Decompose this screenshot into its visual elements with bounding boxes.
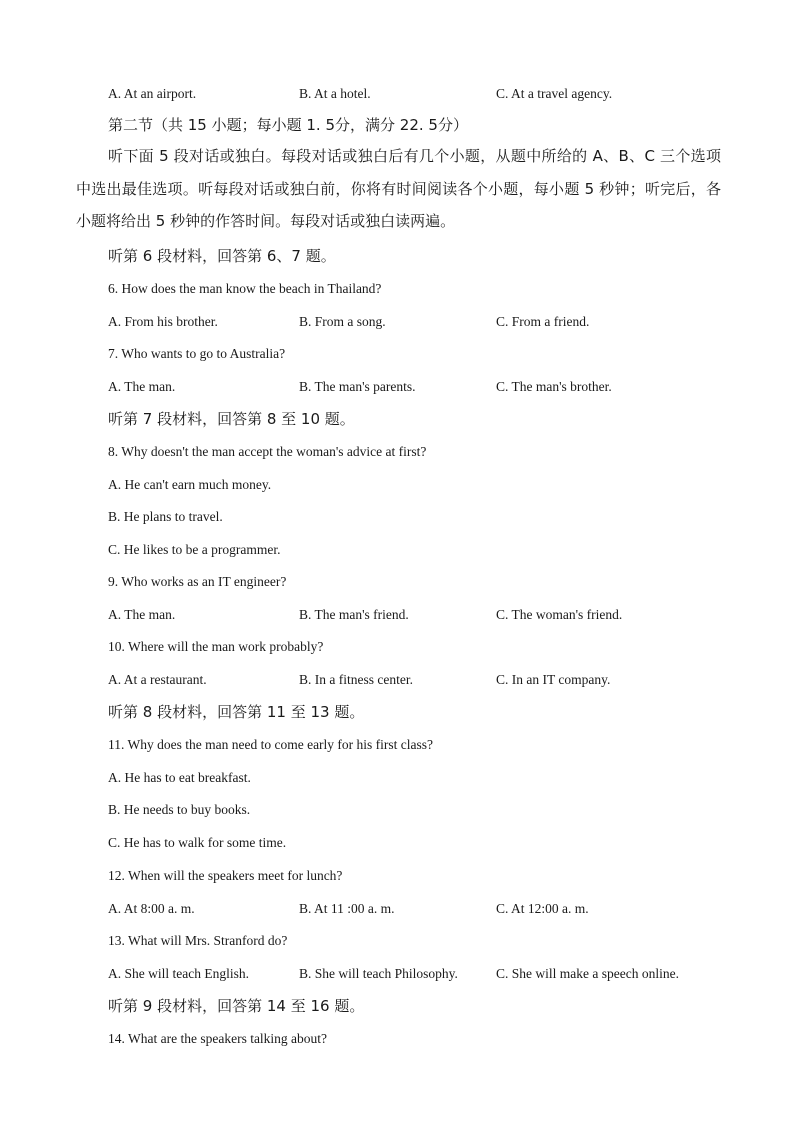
q9-option-c: C. The woman's friend. xyxy=(496,607,623,622)
q5-option-b: B. At a hotel. xyxy=(299,86,371,101)
q7-option-b: B. The man's parents. xyxy=(299,379,416,394)
section-heading: 第二节（共 15 小题；每小题 1. 5分，满分 22. 5分） xyxy=(108,116,468,134)
q6-option-a: A. From his brother. xyxy=(108,314,218,329)
question-9: 9. Who works as an IT engineer? xyxy=(108,574,287,589)
q12-option-a: A. At 8:00 a. m. xyxy=(108,901,195,916)
q9-option-b: B. The man's friend. xyxy=(299,607,409,622)
q6-option-c: C. From a friend. xyxy=(496,314,590,329)
q12-option-c: C. At 12:00 a. m. xyxy=(496,901,589,916)
q8-option-b: B. He plans to travel. xyxy=(108,509,223,524)
question-10: 10. Where will the man work probably? xyxy=(108,639,324,654)
q11-option-c: C. He has to walk for some time. xyxy=(108,835,287,850)
q5-option-a: A. At an airport. xyxy=(108,86,197,101)
q5-option-c: C. At a travel agency. xyxy=(496,86,613,101)
q12-option-b: B. At 11 :00 a. m. xyxy=(299,901,395,916)
instructions-paragraph: 听下面 5 段对话或独白。每段对话或独白后有几个小题，从题中所给的 A、B、C 三个选项中选出最佳选项。听每段对话或独白前，你将有时间阅读各个小题，每小题 5 秒钟；听完后，各小题将给出 5 秒钟的作答时间。每段对话或独白读两遍。 xyxy=(76,147,721,230)
question-11: 11. Why does the man need to come early for his first class? xyxy=(108,737,434,752)
material-8-heading: 听第 8 段材料，回答第 11 至 13 题。 xyxy=(108,703,365,721)
q6-option-b: B. From a song. xyxy=(299,314,386,329)
q10-option-c: C. In an IT company. xyxy=(496,672,611,687)
q13-option-b: B. She will teach Philosophy. xyxy=(299,966,458,981)
q11-option-b: B. He needs to buy books. xyxy=(108,802,251,817)
q8-option-c: C. He likes to be a programmer. xyxy=(108,542,281,557)
question-7: 7. Who wants to go to Australia? xyxy=(108,346,286,361)
question-8: 8. Why doesn't the man accept the woman's advice at first? xyxy=(108,444,427,459)
q13-option-a: A. She will teach English. xyxy=(108,966,249,981)
question-13: 13. What will Mrs. Stranford do? xyxy=(108,933,288,948)
question-6: 6. How does the man know the beach in Thailand? xyxy=(108,281,382,296)
q10-option-a: A. At a restaurant. xyxy=(108,672,207,687)
q10-option-b: B. In a fitness center. xyxy=(299,672,413,687)
q7-option-c: C. The man's brother. xyxy=(496,379,612,394)
question-12: 12. When will the speakers meet for lunch? xyxy=(108,868,343,883)
q13-option-c: C. She will make a speech online. xyxy=(496,966,679,981)
q9-option-a: A. The man. xyxy=(108,607,176,622)
material-7-heading: 听第 7 段材料，回答第 8 至 10 题。 xyxy=(108,410,355,428)
material-6-heading: 听第 6 段材料，回答第 6、7 题。 xyxy=(108,247,336,265)
material-9-heading: 听第 9 段材料，回答第 14 至 16 题。 xyxy=(108,997,365,1015)
q11-option-a: A. He has to eat breakfast. xyxy=(108,770,251,785)
q8-option-a: A. He can't earn much money. xyxy=(108,477,272,492)
question-14: 14. What are the speakers talking about? xyxy=(108,1031,328,1046)
q7-option-a: A. The man. xyxy=(108,379,176,394)
